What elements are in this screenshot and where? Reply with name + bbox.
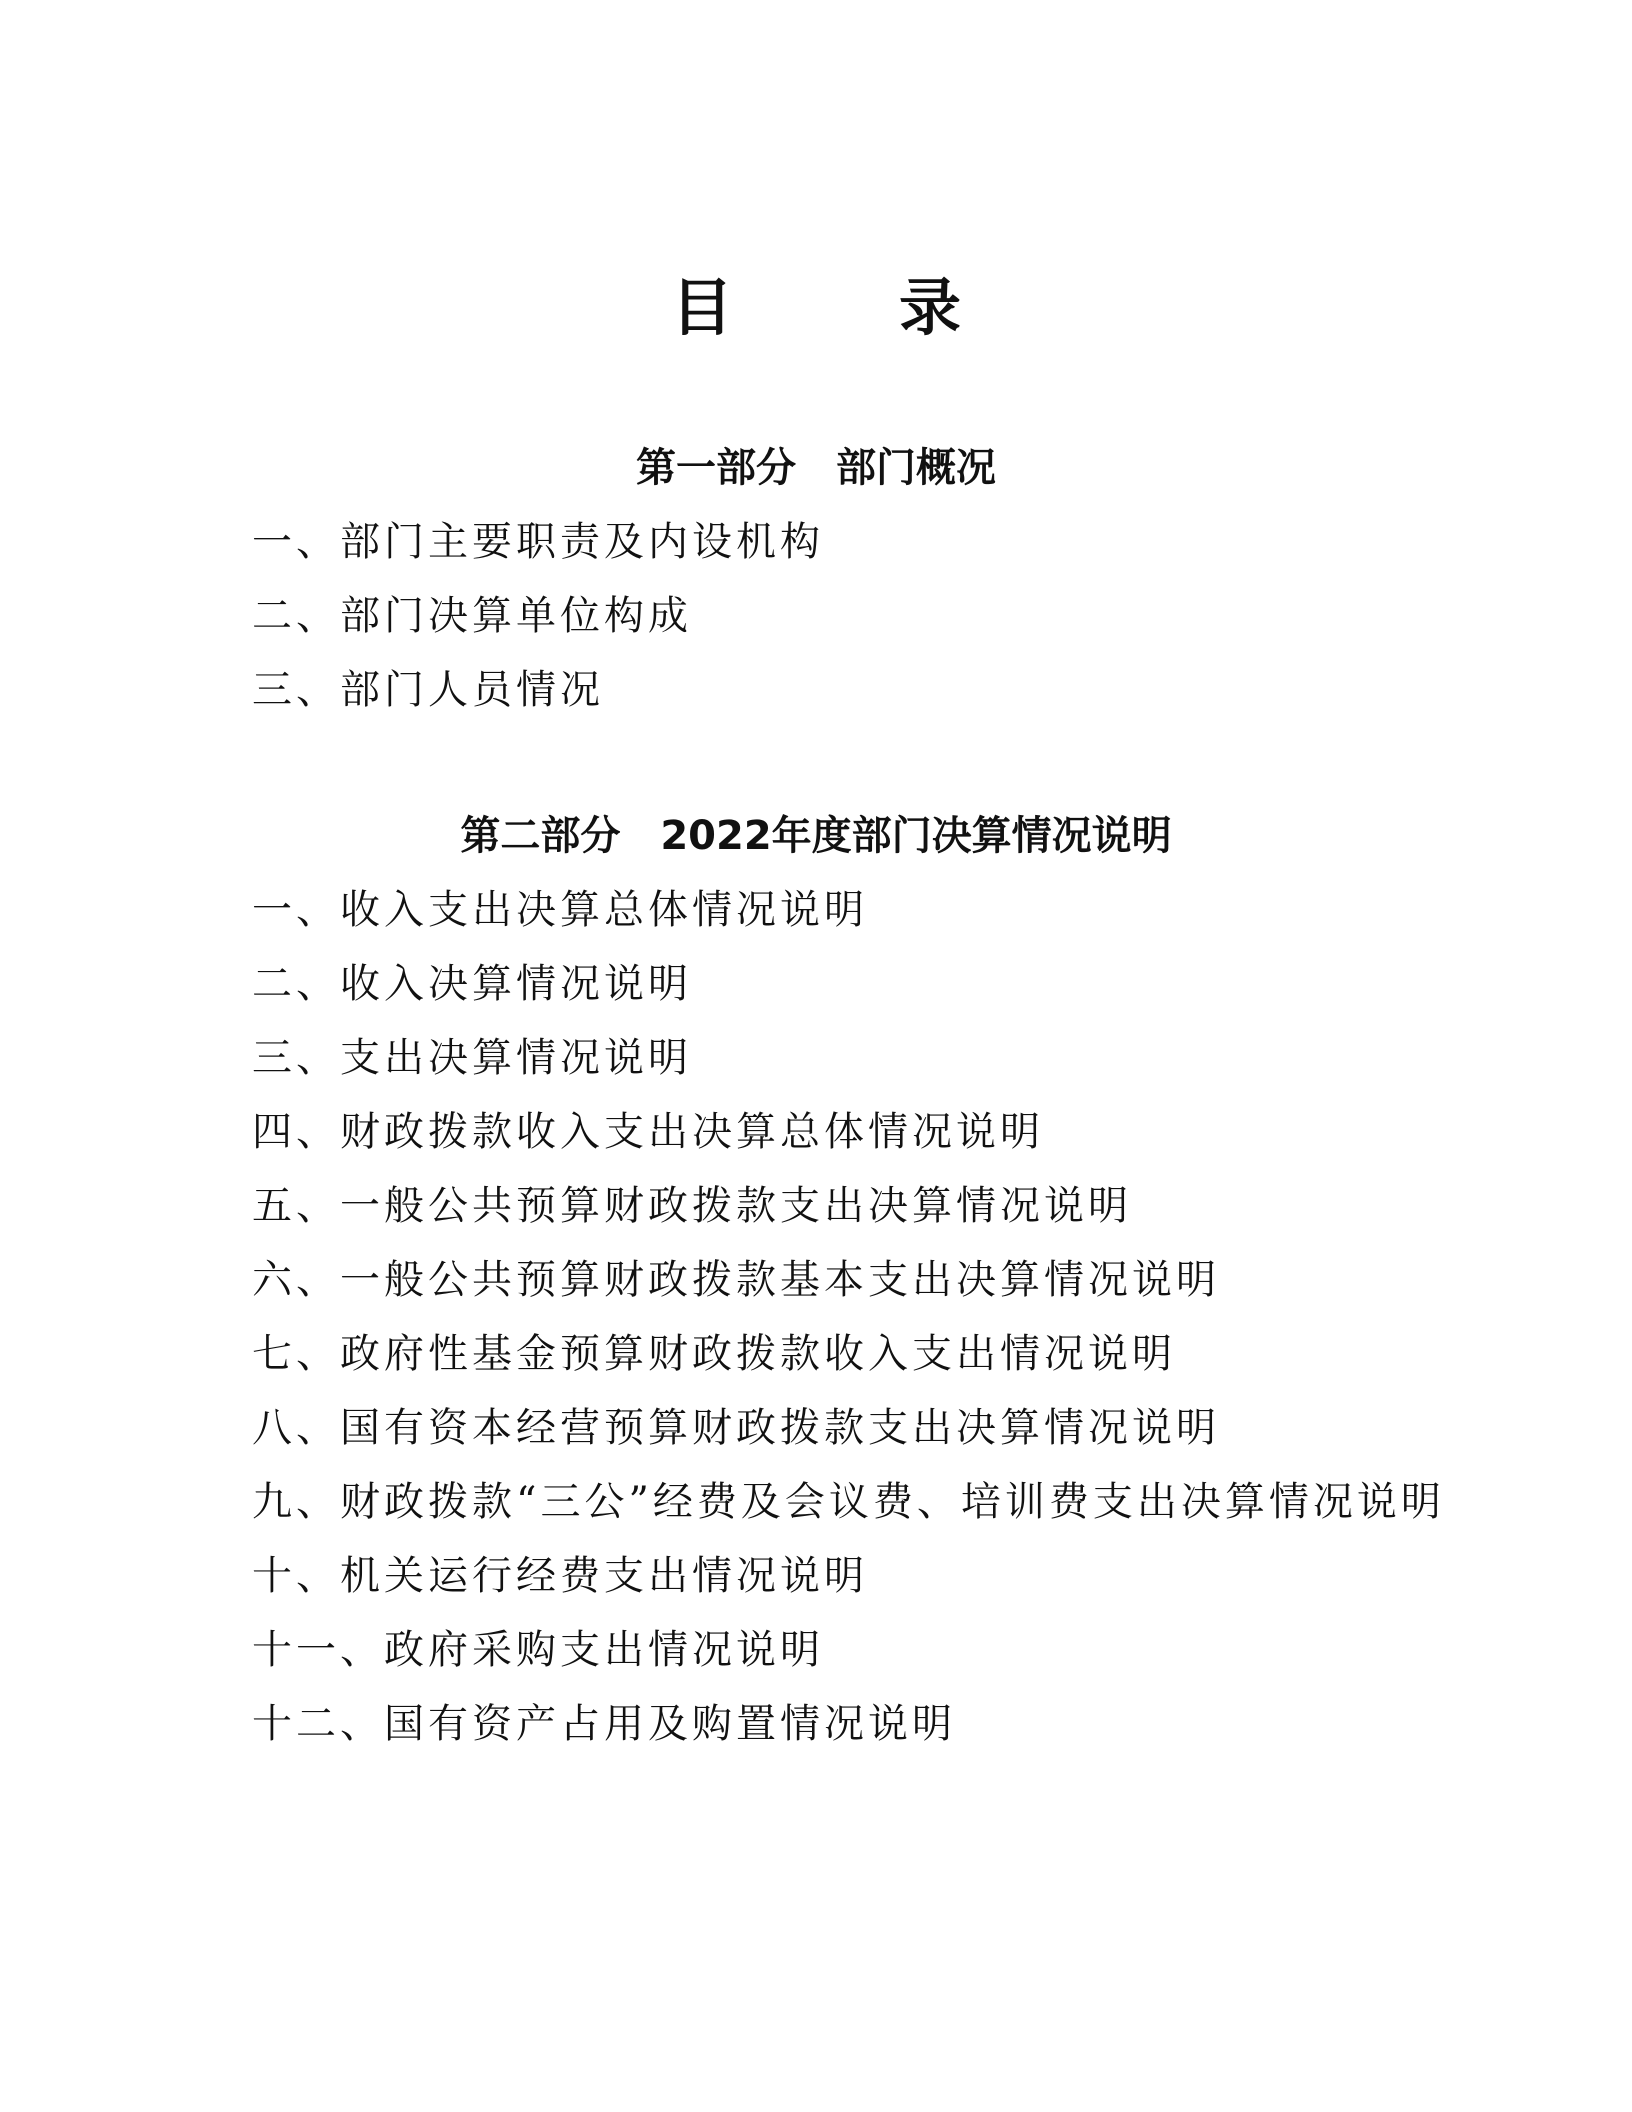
section-heading-part-one: 第一部分 部门概况 — [636, 445, 996, 491]
toc-item: 七、政府性基金预算财政拨款收入支出情况说明 — [252, 1331, 1176, 1377]
toc-item: 二、收入决算情况说明 — [252, 961, 692, 1007]
toc-item: 十一、政府采购支出情况说明 — [252, 1627, 824, 1673]
toc-item: 八、国有资本经营预算财政拨款支出决算情况说明 — [252, 1405, 1220, 1451]
section-heading-part-two: 第二部分 2022年度部门决算情况说明 — [460, 813, 1172, 859]
page-title: 目 录 — [670, 271, 1013, 344]
toc-item: 三、部门人员情况 — [252, 667, 604, 713]
toc-item: 九、财政拨款“三公”经费及会议费、培训费支出决算情况说明 — [252, 1479, 1445, 1525]
toc-item: 一、收入支出决算总体情况说明 — [252, 887, 868, 933]
toc-item: 二、部门决算单位构成 — [252, 593, 692, 639]
toc-item: 六、一般公共预算财政拨款基本支出决算情况说明 — [252, 1257, 1220, 1303]
toc-item: 四、财政拨款收入支出决算总体情况说明 — [252, 1109, 1044, 1155]
toc-item: 三、支出决算情况说明 — [252, 1035, 692, 1081]
toc-item: 十、机关运行经费支出情况说明 — [252, 1553, 868, 1599]
toc-item: 一、部门主要职责及内设机构 — [252, 519, 824, 565]
toc-item: 十二、国有资产占用及购置情况说明 — [252, 1701, 956, 1747]
toc-item: 五、一般公共预算财政拨款支出决算情况说明 — [252, 1183, 1132, 1229]
